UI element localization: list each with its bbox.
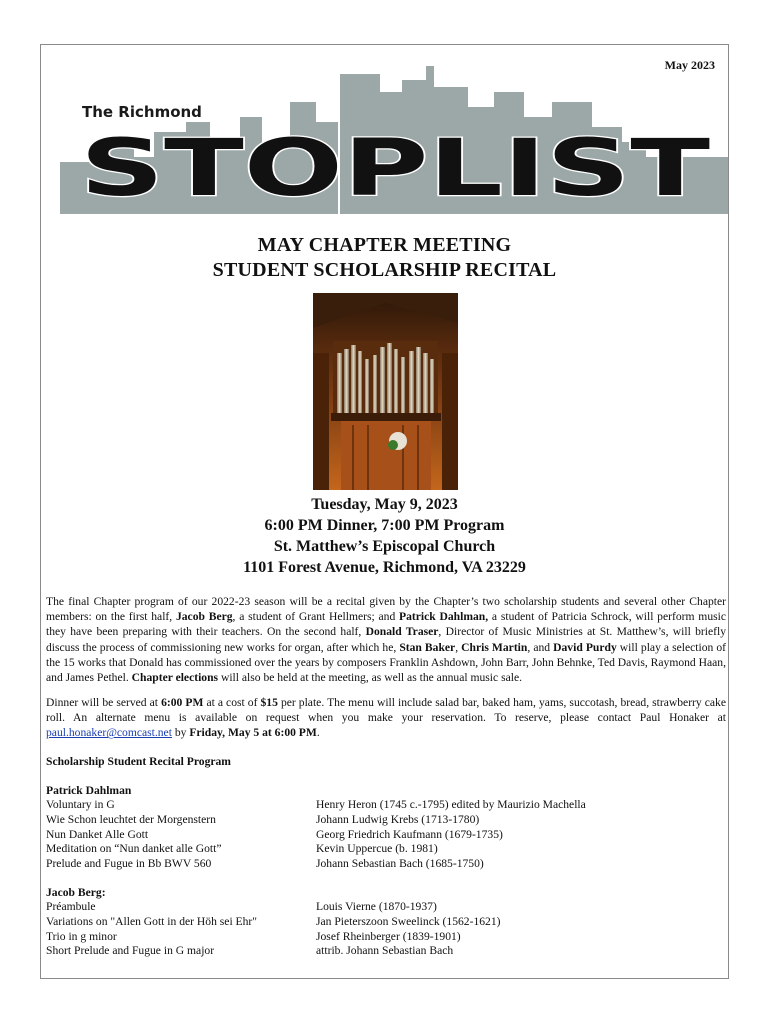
event-date: Tuesday, May 9, 2023 xyxy=(311,496,458,513)
issue-date: May 2023 xyxy=(664,58,715,72)
performer-works xyxy=(46,798,726,872)
list-item: Trio in g minor Josef Rheinberger (1839-1901) xyxy=(46,929,461,943)
name-jacob-berg: Jacob Berg xyxy=(175,610,233,624)
performer-name: Jacob Berg: xyxy=(46,886,106,899)
chapter-elections: Chapter elections xyxy=(131,671,219,685)
contact-email-link[interactable]: paul.honaker@comcast.net xyxy=(46,726,172,740)
masthead-prefix: The Richmond xyxy=(82,103,202,121)
organ-photo xyxy=(313,293,458,490)
event-venue: St. Matthew’s Episcopal Church xyxy=(273,538,496,555)
program-title: Scholarship Student Recital Program xyxy=(46,755,231,768)
list-item: Variations on "Allen Gott in der Höh sei Ehr" Jan Pieterszoon Sweelinck (1562-1621) xyxy=(46,914,501,928)
event-info xyxy=(40,494,729,578)
list-item: Préambule Louis Vierne (1870-1937) xyxy=(46,900,437,913)
masthead xyxy=(60,62,728,220)
list-item: Meditation on “Nun danket alle Gott” Kevin Uppercue (b. 1981) xyxy=(46,842,438,856)
description-paragraph: The final Chapter program of our 2022-23 season will be a recital given by the Chapter’s two scholarship students and several other Chapter members: on the first half, Jacob Berg, a student of Grant Hellmers; and Patrick Dahlman, a student of Patricia Schrock, will perform music they have been preparing with their teachers. On the second half, Donald Traser, Director of Music Ministries at St. Matthew’s, will briefly discuss the process of commissioning new works for organ, after which he, Stan Baker, Chris Martin, and David Purdy will play a selection of the 15 works that Donald has commissioned over the years by composers Franklin Ashdown, John Barr, John Behnke, Ted Davis, Raymond Haan, and James Pethel. Chapter elections will also be held at the meeting, as well as the annual music sale. xyxy=(46,595,727,685)
headline xyxy=(40,233,729,283)
name-stan-baker: Stan Baker xyxy=(399,640,456,654)
name-david-purdy: David Purdy xyxy=(553,640,617,654)
list-item: Short Prelude and Fugue in G major attrib. Johann Sebastian Bach xyxy=(46,944,454,958)
list-item: Wie Schon leuchtet der Morgenstern Johann Ludwig Krebs (1713-1780) xyxy=(46,812,480,826)
performer-name: Patrick Dahlman xyxy=(46,784,132,797)
performer-works xyxy=(46,900,726,959)
dinner-paragraph: Dinner will be served at 6:00 PM at a cost of $15 per plate. The menu will include salad bar, baked ham, yams, succotash, bread, strawberry cake roll. An alternate menu is available on request when you make your reservation. To reserve, please contact Paul Honaker at paul.honaker@comcast.net by Friday, May 5 at 6:00 PM. xyxy=(46,696,727,740)
event-times: 6:00 PM Dinner, 7:00 PM Program xyxy=(264,517,505,534)
list-item: Prelude and Fugue in Bb BWV 560 Johann Sebastian Bach (1685-1750) xyxy=(46,857,484,871)
headline-line-2: STUDENT SCHOLARSHIP RECITAL xyxy=(212,259,557,281)
masthead-skyline-logo xyxy=(60,62,728,220)
list-item: Voluntary in G Henry Heron (1745 c.-1795) edited by Maurizio Machella xyxy=(46,798,586,811)
name-patrick-dahlman: Patrick Dahlman, xyxy=(399,610,489,624)
name-donald-traser: Donald Traser xyxy=(365,625,439,639)
masthead-title: STOPLIST xyxy=(80,124,710,214)
list-item: Nun Danket Alle Gott Georg Friedrich Kaufmann (1679-1735) xyxy=(46,827,503,841)
headline-line-1: MAY CHAPTER MEETING xyxy=(257,234,512,256)
name-chris-martin: Chris Martin xyxy=(461,640,528,654)
event-address: 1101 Forest Avenue, Richmond, VA 23229 xyxy=(243,559,526,576)
